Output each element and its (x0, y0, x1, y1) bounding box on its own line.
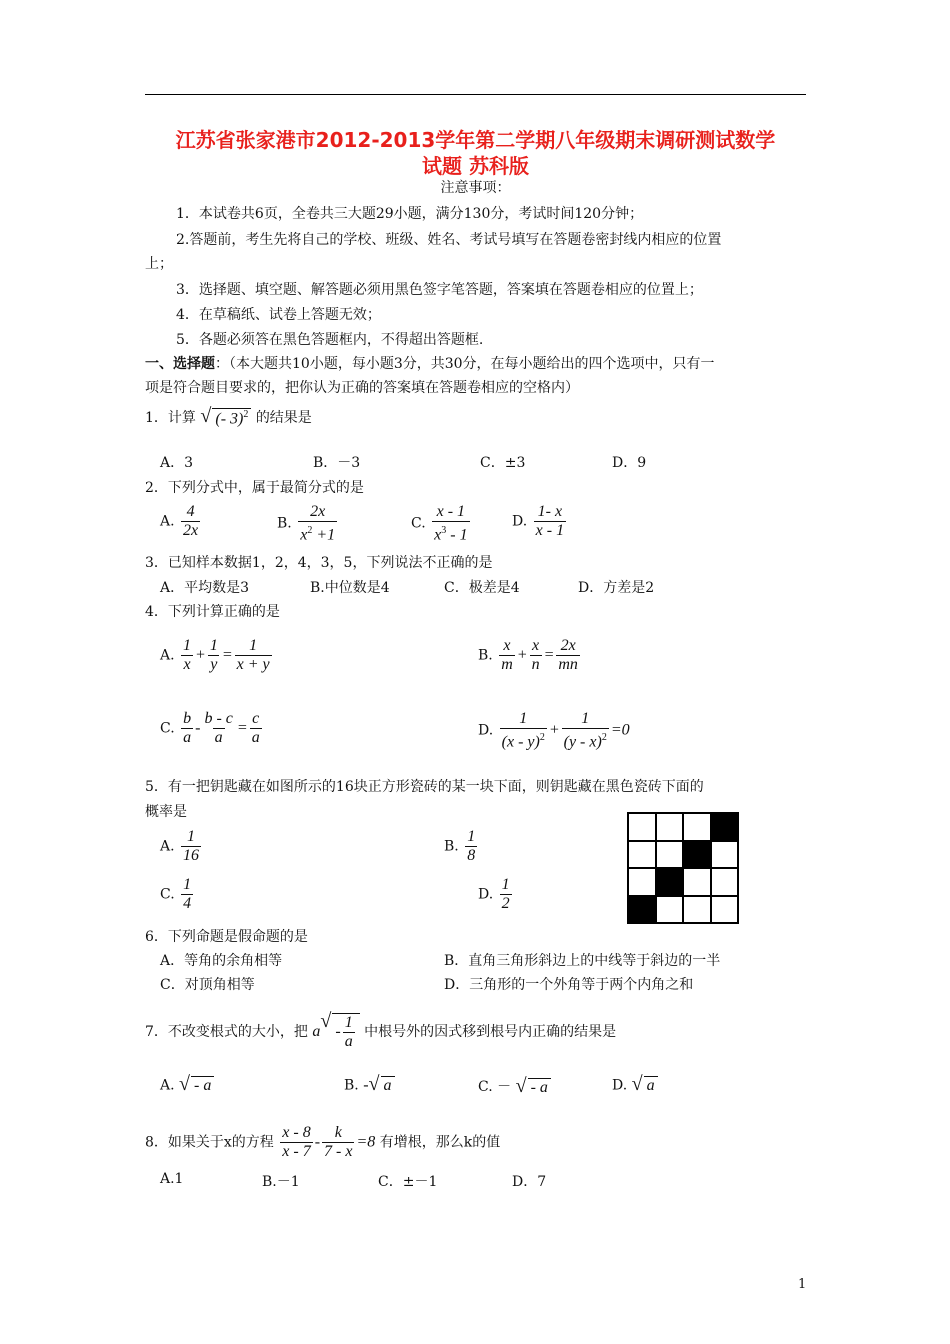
q2-option-d (512, 503, 568, 540)
white-tile (683, 896, 711, 924)
numerator: k (334, 1124, 342, 1141)
operator: + (195, 646, 206, 664)
q1-option: D．9 (612, 455, 647, 471)
q5-option-c (160, 876, 195, 913)
black-tile (628, 896, 656, 924)
q6-stem: 6．下列命题是假命题的是 (145, 929, 308, 945)
fraction (181, 876, 193, 913)
note-item: 3．选择题、填空题、解答题必须用黑色签字笔答题，答案填在答题卷相应的位置上； (176, 282, 703, 298)
fraction (202, 710, 234, 747)
option-label: B. (444, 838, 459, 855)
radical-icon: √ (515, 1074, 527, 1097)
radicand: - a (191, 1076, 214, 1095)
denominator: x (183, 656, 191, 673)
white-tile (683, 813, 711, 841)
denominator: mn (558, 656, 578, 673)
denominator: 16 (183, 847, 200, 864)
fraction (298, 503, 337, 544)
option-label: A. (160, 1077, 175, 1094)
q3-option: D．方差是2 (578, 580, 655, 596)
q1-option: C．±3 (480, 455, 526, 471)
numerator: 1 (209, 637, 218, 654)
q8-stem-a: 8．如果关于x的方程 (145, 1134, 274, 1151)
q7-stem-b: 中根号外的因式移到根号内正确的结果是 (364, 1024, 617, 1040)
equals-zero: =0 (610, 721, 630, 739)
q2-option-b (277, 503, 339, 544)
den-exp: 3 (441, 525, 447, 536)
header-rule (145, 94, 806, 95)
white-tile (656, 841, 684, 869)
q8-option: A.1 (160, 1171, 184, 1187)
section-heading (145, 353, 715, 373)
question-1 (145, 404, 312, 428)
fraction (562, 710, 609, 751)
equals: = (221, 646, 233, 664)
option-label: D. (512, 513, 528, 530)
numerator: 4 (186, 503, 195, 520)
option-label: C. (411, 515, 426, 532)
fraction (556, 637, 580, 674)
operator: + (516, 646, 528, 664)
den-exp: 2 (601, 732, 607, 743)
white-tile (683, 868, 711, 896)
denominator: 2x (183, 522, 199, 539)
radical-icon: √ (179, 1073, 190, 1095)
denominator (500, 728, 547, 751)
option-label: B. (344, 1077, 359, 1094)
fraction (465, 828, 477, 865)
q1-exp: 2 (243, 408, 249, 420)
fraction (530, 637, 542, 674)
q2-stem: 2．下列分式中，属于最简分式的是 (145, 480, 364, 496)
denominator (432, 521, 469, 544)
note-item: 4．在草稿纸、试卷上答题无效； (176, 307, 381, 323)
q2-option-c (411, 503, 472, 544)
fraction (181, 637, 193, 674)
q8-option: C．±－1 (378, 1174, 438, 1190)
q5-line2: 概率是 (145, 804, 187, 820)
black-tile (711, 813, 739, 841)
q1-sqrt (200, 404, 251, 428)
numerator: 1 (183, 637, 192, 654)
equals: =8 (356, 1133, 376, 1151)
note-item: 2.答题前，考生先将自己的学校、班级、姓名、考试号填写在答题卷密封线内相应的位置 (176, 232, 722, 248)
den-exp: 2 (539, 732, 545, 743)
section-desc-line2: 项是符合题目要求的，把你认为正确的答案填在答题卷相应的空格内） (145, 380, 579, 396)
denominator: 4 (183, 895, 192, 912)
fraction (250, 710, 262, 747)
doc-title-line2: 试题 苏科版 (422, 154, 529, 178)
denominator: x + y (236, 656, 270, 673)
numerator: 1 (519, 710, 528, 727)
white-tile (656, 896, 684, 924)
note-item: 上； (145, 256, 173, 272)
denominator: a (251, 729, 260, 746)
q5-option-a (160, 828, 203, 865)
q3-option: A．平均数是3 (160, 580, 250, 596)
option-label: B. (478, 647, 493, 664)
operator: - (195, 719, 201, 737)
equals: = (543, 646, 555, 664)
option-label: D. (612, 1077, 628, 1094)
tile-grid-figure (627, 812, 739, 924)
numerator: 1 (581, 710, 590, 727)
radical-icon: √ (631, 1073, 643, 1095)
numerator: b (183, 710, 192, 727)
q2-option-a (160, 503, 202, 540)
fraction (432, 503, 469, 544)
white-tile (628, 813, 656, 841)
q6-option: B．直角三角形斜边上的中线等于斜边的一半 (444, 953, 721, 969)
operator: + (548, 721, 560, 739)
q4-stem: 4．下列计算正确的是 (145, 604, 280, 620)
option-label: C. － (478, 1079, 512, 1095)
option-label: A. (160, 838, 175, 855)
q7-stem-a: 7．不改变根式的大小，把 (145, 1024, 308, 1040)
white-tile (711, 868, 739, 896)
denominator: x - 7 (282, 1143, 311, 1160)
q8-option: B.－1 (262, 1174, 300, 1190)
option-label: D. (478, 886, 494, 903)
option-label: D. (478, 722, 494, 739)
q5-option-d (478, 876, 514, 913)
denominator: m (501, 656, 513, 673)
numerator: 2x (310, 503, 326, 520)
denominator: 8 (467, 847, 476, 864)
option-label: C. (160, 886, 175, 903)
fraction (322, 1124, 354, 1161)
q7-option-c (478, 1076, 551, 1097)
q7-coef: a (312, 1023, 321, 1040)
fraction (499, 637, 515, 674)
radicand: a (644, 1076, 658, 1095)
numerator: 1 (501, 876, 510, 893)
denominator: a (214, 729, 223, 746)
fraction (235, 637, 272, 674)
numerator: x (503, 637, 511, 654)
white-tile (656, 813, 684, 841)
radical-icon: √ (368, 1073, 380, 1095)
q6-option: A．等角的余角相等 (160, 953, 283, 969)
denominator: y (210, 656, 218, 673)
sqrt (179, 1073, 214, 1095)
fraction (181, 710, 193, 747)
question-7 (145, 1010, 617, 1051)
black-tile (656, 868, 684, 896)
operator: - (314, 1133, 321, 1151)
numerator: 1 (183, 876, 192, 893)
denominator: a (344, 1033, 353, 1050)
doc-title-line1: 江苏省张家港市2012-2013学年第二学期八年级期末调研测试数学 (175, 128, 776, 152)
q7-option-b (344, 1073, 395, 1095)
den-base: x (434, 526, 442, 544)
denominator: 7 - x (324, 1143, 353, 1160)
q4-option-c (160, 710, 264, 747)
equals: = (236, 719, 248, 737)
q4-option-b (478, 637, 582, 674)
den-base: x (300, 526, 308, 544)
numerator: 1 (249, 637, 258, 654)
section-label: 一、选择题 (145, 356, 215, 372)
den-exp: 2 (307, 525, 313, 536)
q8-stem-b: 有增根，那么k的值 (379, 1134, 501, 1151)
q1-stem-b: 的结果是 (255, 410, 312, 426)
fraction (343, 1014, 355, 1051)
q3-stem: 3．已知样本数据1，2，4，3，5，下列说法不正确的是 (145, 555, 493, 571)
fraction (500, 710, 547, 751)
option-label: A. (160, 647, 175, 664)
den-tail: +1 (312, 526, 336, 544)
sqrt (368, 1073, 395, 1095)
numerator: 1- x (537, 503, 563, 520)
den-base: (x - y) (501, 733, 540, 751)
fraction (181, 503, 200, 540)
q5-option-b (444, 828, 479, 865)
numerator: 1 (187, 828, 196, 845)
white-tile (711, 896, 739, 924)
q3-option: C．极差是4 (444, 580, 520, 596)
black-tile (683, 841, 711, 869)
denominator: a (183, 729, 192, 746)
sqrt (515, 1074, 551, 1097)
radical-icon: √ (320, 1010, 332, 1032)
option-label: A. (160, 513, 175, 530)
numerator: b - c (204, 710, 233, 727)
note-item: 1．本试卷共6页，全卷共三大题29小题，满分130分，考试时间120分钟； (176, 206, 644, 222)
denominator: n (531, 656, 540, 673)
radicand: a (381, 1076, 395, 1095)
den-tail: - 1 (446, 526, 468, 544)
radicand: - a (528, 1078, 551, 1097)
q4-option-a (160, 637, 274, 674)
q7-sign: - (335, 1023, 341, 1041)
numerator: 1 (467, 828, 476, 845)
white-tile (628, 868, 656, 896)
q1-radicand: (- 3) (215, 410, 244, 428)
denominator (298, 521, 337, 544)
page-number: 1 (798, 1277, 807, 1292)
q1-option: B．－3 (313, 455, 361, 471)
radical-icon: √ (200, 404, 212, 427)
q1-stem-a: 1．计算 (145, 410, 196, 426)
fraction (181, 828, 201, 865)
white-tile (711, 841, 739, 869)
option-label: C. (160, 720, 175, 737)
section-desc: ：（本大题共10小题，每小题3分，共30分，在每小题给出的四个选项中，只有一 (215, 356, 715, 372)
fraction (208, 637, 220, 674)
numerator: x - 1 (436, 503, 466, 520)
q5-line1: 5．有一把钥匙藏在如图所示的16块正方形瓷砖的某一块下面，则钥匙藏在黑色瓷砖下面的 (145, 779, 704, 795)
denominator: 2 (501, 895, 510, 912)
sqrt (631, 1073, 658, 1095)
numerator: x - 8 (282, 1124, 311, 1141)
question-8 (145, 1124, 500, 1161)
q1-option: A．3 (160, 455, 194, 471)
q4-option-d (478, 710, 630, 751)
denominator: x - 1 (535, 522, 565, 539)
notes-heading: 注意事项： (440, 180, 511, 196)
numerator: 2x (560, 637, 576, 654)
note-item: 5．各题必须答在黑色答题框内，不得超出答题框. (176, 332, 484, 348)
numerator: 1 (344, 1014, 353, 1031)
fraction (280, 1124, 312, 1161)
numerator: x (532, 637, 540, 654)
option-label: B. (277, 515, 292, 532)
denominator (562, 728, 609, 751)
q6-option: D．三角形的一个外角等于两个内角之和 (444, 977, 694, 993)
q7-option-d (612, 1073, 658, 1095)
q7-prefix: - (363, 1076, 369, 1094)
fraction (534, 503, 566, 540)
q3-option: B.中位数是4 (310, 580, 390, 596)
white-tile (628, 841, 656, 869)
fraction (500, 876, 512, 913)
q6-option: C．对顶角相等 (160, 977, 255, 993)
den-base: (y - x) (563, 733, 602, 751)
numerator: c (252, 710, 260, 727)
q7-sqrt (320, 1010, 359, 1051)
q7-option-a (160, 1073, 214, 1095)
q8-option: D．7 (512, 1174, 547, 1190)
